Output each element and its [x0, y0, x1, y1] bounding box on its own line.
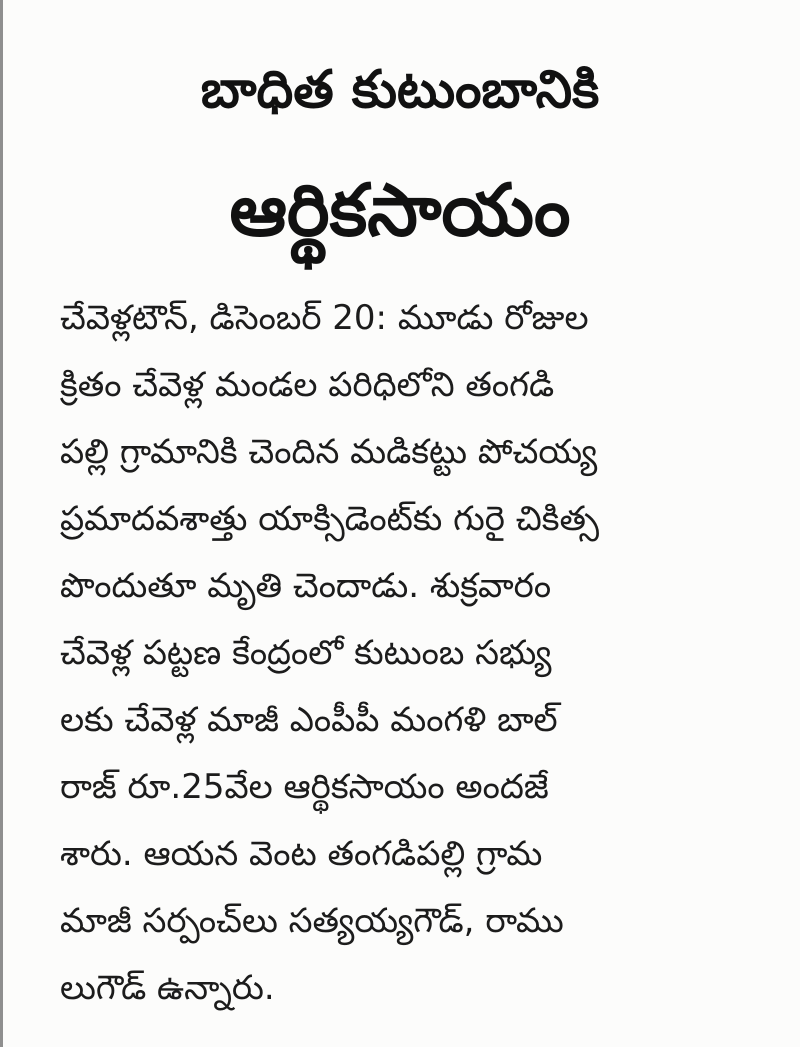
- article-line: చేవెళ్లటౌన్, డిసెంబర్ 20: మూడు రోజుల: [60, 298, 589, 338]
- article-line: పల్లి గ్రామానికి చెందిన మడికట్టు పోచయ్య: [60, 432, 598, 472]
- article-line: పొందుతూ మృతి చెందాడు. శుక్రవారం: [60, 566, 552, 606]
- article-body: [60, 285, 750, 1022]
- article-line: క్రితం చేవెళ్ల మండల పరిధిలోని తంగడి: [60, 365, 555, 405]
- headline-line-1: బాధిత కుటుంబానికి: [200, 60, 600, 120]
- article-line: లకు చేవెళ్ల మాజీ ఎంపీపీ మంగళి బాల్: [60, 700, 558, 740]
- article-line: మాజీ సర్పంచ్‌లు సత్యయ్యగౌడ్, రాము: [60, 901, 564, 941]
- article-line: రాజ్ రూ.25వేల ఆర్థికసాయం అందజే: [60, 767, 549, 807]
- article-line: ప్రమాదవశాత్తు యాక్సిడెంట్‌కు గురై చికిత్స: [60, 499, 600, 539]
- column-divider: [0, 0, 3, 1047]
- article-line: శారు. ఆయన వెంట తంగడిపల్లి గ్రామ: [60, 834, 543, 874]
- article-line: లుగౌడ్ ఉన్నారు.: [60, 968, 275, 1008]
- article-line: చేవెళ్ల పట్టణ కేంద్రంలో కుటుంబ సభ్యు: [60, 633, 552, 673]
- headline-line-2: ఆర్థికసాయం: [229, 168, 571, 252]
